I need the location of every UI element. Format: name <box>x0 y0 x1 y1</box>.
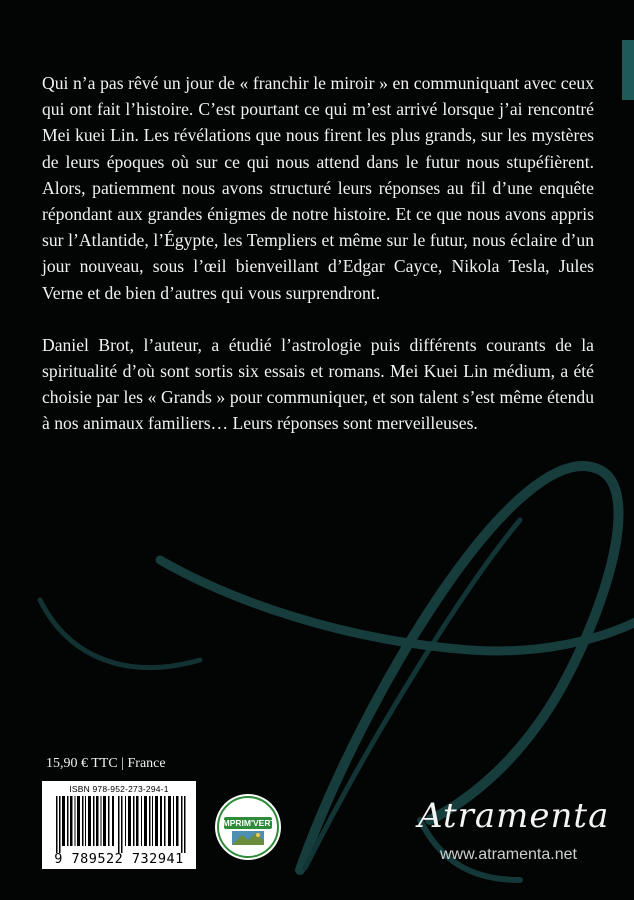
isbn-barcode <box>42 781 196 869</box>
barcode-digits: 9 789522 732941 <box>54 851 184 867</box>
barcode-bars <box>50 796 192 853</box>
publisher-logo: Atramenta <box>418 796 610 836</box>
price-label: 15,90 € TTC | France <box>46 756 166 771</box>
publisher-website: www.atramenta.net <box>440 846 577 863</box>
imprim-vert-badge <box>214 793 282 861</box>
blurb-paragraph-1: Qui n’a pas rêvé un jour de « franchir le miroir » en communiquant avec ceux qui ont fait l’histoire. C’est pourtant ce qui m’est arrivé lorsque j’ai rencontré Mei kuei Lin. Les révélations que nous firent les plus grands, sur les mystères de leurs époques où sur ce qui nous attend dans le futur nous stupéfièrent. Alors, patiemment nous avons structuré leurs réponses au fil d’une enquête répondant aux grandes énigmes de notre histoire. Et ce que nous avons appris sur l’Atlantide, l’Égypte, les Templiers et même sur le futur, nous éclaire d’un jour nouveau, sous l’œil bienveillant d’Edgar Cayce, Nikola Tesla, Jules Verne et de bien d’autres qui vous surprendront. <box>42 73 594 303</box>
badge-label: IMPRIM'VERT <box>220 818 276 828</box>
spine-accent <box>622 40 634 100</box>
blurb-paragraph-2: Daniel Brot, l’auteur, a étudié l’astrologie puis différents courants de la spiritualité d’où sont sortis six essais et romans. Mei Kuei Lin médium, a été choisie par les « Grands » pour communiquer, et son talent s’est même étendu à nos animaux familiers… Leurs réponses sont merveilleuses. <box>42 334 594 434</box>
back-cover-blurb <box>42 70 594 463</box>
isbn-label: ISBN 978-952-273-294-1 <box>69 784 169 794</box>
